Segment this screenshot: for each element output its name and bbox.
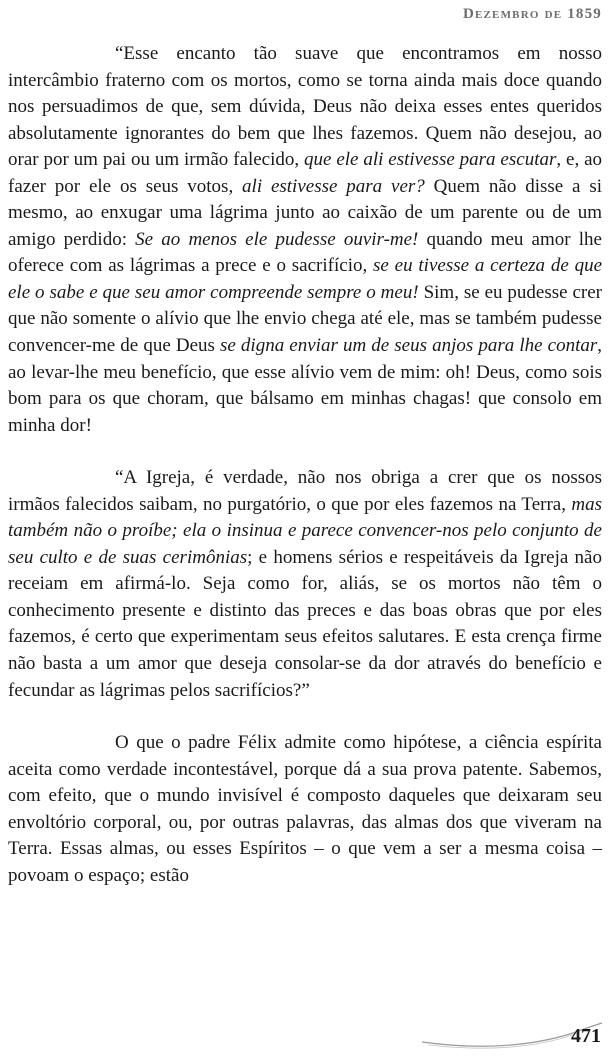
page-body [8, 41, 602, 889]
italic-run: se digna enviar um de seus anjos para lhe contar [220, 335, 598, 357]
text-run: “Esse encanto tão suave que encontramos em nosso intercâmbio fraterno com os mortos, como se torna ainda mais doce quando nos persuadimos de que, sem dúvida, Deus não deixa esses entes queridos absolutamente ignorantes do bem que lhes fazemos. Quem não desejou, ao orar por um pai ou um irmão falecido, [8, 43, 602, 171]
text-run: , e, ao fazer por ele os seus votos, [8, 149, 603, 197]
text-run: Quem não disse a si mesmo, ao enxugar uma lágrima junto ao caixão de um parente ou de um amigo perdido: [8, 175, 602, 250]
paragraph-1 [8, 41, 602, 439]
italic-run: que ele ali estivesse para escutar [304, 149, 557, 171]
italic-run: ali estivesse para ver? [242, 175, 425, 197]
running-head: Dezembro de 1859 [462, 6, 602, 22]
text-run: “A Igreja, é verdade, não nos obriga a crer que os nossos irmãos falecidos saibam, no purgatório, o que por eles fazemos na Terra, [8, 467, 602, 515]
text-run: ; e homens sérios e respeitáveis da Igreja não receiam em afirmá-lo. Seja como for, aliás, se os mortos não têm o conhecimento presente e distinto das preces e das boas obras que por eles fazemos, é certo que experimentam seus efeitos salutares. E esta crença firme não basta a um amor que deseja consolar-se da dor através do benefício e fecundar as lágrimas pelos sacrifícios?” [8, 546, 602, 701]
text-run: quando meu amor lhe oferece com as lágrimas a prece e o sacrifício, [8, 228, 602, 277]
italic-run: se eu tivesse a certeza de que ele o sabe e que seu amor compreende sempre o meu! [8, 255, 603, 303]
text-run: , ao levar-lhe meu benefício, que esse alívio vem de mim: oh! Deus, como sois bom para os que choram, que bálsamo em minhas chagas! que consolo em minha dor! [8, 335, 603, 436]
page-number: 471 [571, 1025, 601, 1047]
paragraph-3 [8, 730, 602, 889]
italic-run: Se ao menos ele pudesse ouvir-me! [135, 228, 419, 250]
text-run: Sim, se eu pudesse crer que não somente o alívio que lhe envio chega até ele, mas se também pudesse convencer-me de que Deus [8, 281, 603, 357]
italic-run: mas também não o proíbe; ela o insinua e parece convencer-nos pelo conjunto de seu culto e de suas cerimônias [8, 493, 602, 568]
paragraph-2 [8, 465, 602, 704]
text-run: O que o padre Félix admite como hipótese, a ciência espírita aceita como verdade incontestável, porque dá a sua prova patente. Sabemos, com efeito, que o mundo invisível é composto daqueles que deixaram seu envoltório corporal, ou, por outras palavras, das almas dos que viveram na Terra. Essas almas, ou esses Espíritos – o que vem a ser a mesma coisa – povoam o espaço; estão [8, 732, 602, 886]
